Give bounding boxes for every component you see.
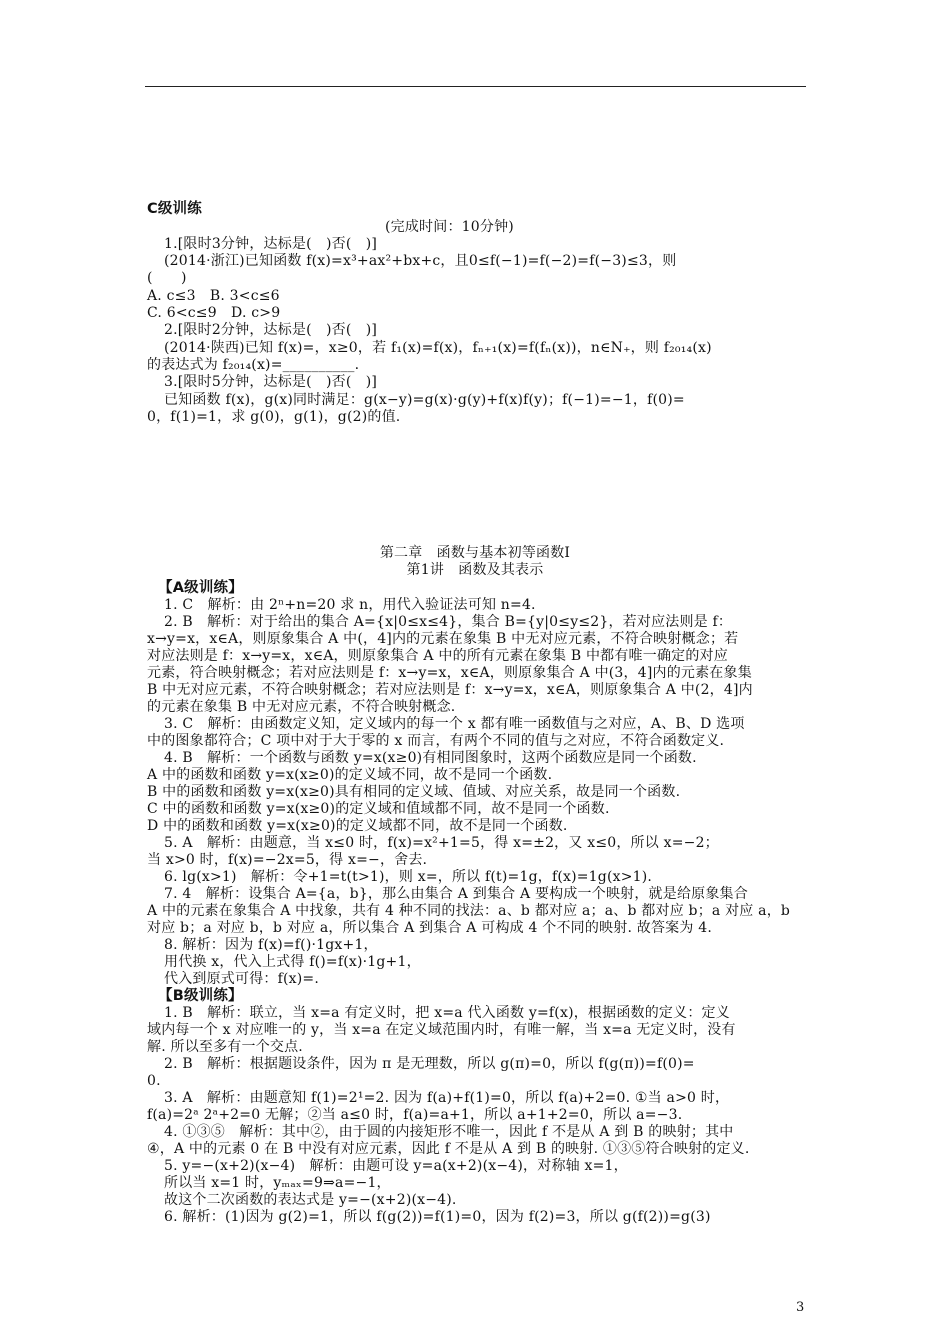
text-line: 1. B 解析：联立，当 x=a 有定义时，把 x=a 代入函数 y=f(x)，根据函数的定义：定义 — [164, 1005, 730, 1021]
section-c-title: C级训练 — [147, 201, 202, 217]
text-line: 0. — [147, 1073, 161, 1089]
text-line: 8. 解析：因为 f(x)=f()·1gx+1， — [164, 937, 378, 953]
text-line: 域内每一个 x 对应唯一的 y，当 x=a 在定义域范围内时，有唯一解，当 x=a 无定义时，没有 — [147, 1022, 736, 1038]
text-line: 6. 解析：(1)因为 g(2)=1，所以 f(g(2))=f(1)=0，因为 f(2)=3，所以 g(f(2))=g(3) — [164, 1209, 711, 1225]
text-line: 6. lg(x>1) 解析：令+1=t(t>1)，则 x=，所以 f(t)=1g，f(x)=1g(x>1). — [164, 869, 653, 885]
text-line: 当 x>0 时，f(x)=−2x=5，得 x=−，舍去. — [147, 852, 428, 868]
text-line: f(a)=2ᵃ 2ᵃ+2=0 无解；②当 a≤0 时，f(a)=a+1，所以 a+1+2=0，所以 a=−3. — [147, 1107, 683, 1123]
text-line: 代入到原式可得：f(x)=. — [164, 971, 319, 987]
text-line: 3.[限时5分钟，达标是( )否( )] — [164, 374, 378, 390]
text-line: 2. B 解析：根据题设条件，因为 π 是无理数，所以 g(π)=0，所以 f(g(π))=f(0)= — [164, 1056, 695, 1072]
text-line: 5. y=−(x+2)(x−4) 解析：由题可设 y=a(x+2)(x−4)，对称轴 x=1， — [164, 1158, 628, 1174]
text-line: 已知函数 f(x)，g(x)同时满足：g(x−y)=g(x)·g(y)+f(x)f(y)；f(−1)=−1，f(0)= — [164, 392, 685, 408]
text-line: 2. B 解析：对于给出的集合 A={x|0≤x≤4}，集合 B={y|0≤y≤2}，若对应法则是 f： — [164, 614, 733, 630]
lesson-title: 第1讲 函数及其表示 — [406, 562, 544, 578]
text-line: A 中的元素在象集合 A 中找象，共有 4 种不同的找法：a、b 都对应 a；a、b 都对应 b；a 对应 a，b — [147, 903, 791, 919]
text-line: 故这个二次函数的表达式是 y=−(x+2)(x−4). — [164, 1192, 457, 1208]
text-line: x→y=x，x∈A，则原象集合 A 中(，4]内的元素在象集 B 中无对应元素，不符合映射概念；若 — [147, 631, 739, 647]
page-number: 3 — [796, 1300, 805, 1315]
chapter-title: 第二章 函数与基本初等函数Ⅰ — [379, 545, 571, 561]
text-line: ④，A 中的元素 0 在 B 中没有对应元素，因此 f 不是从 A 到 B 的映射. ①③⑤符合映射的定义. — [147, 1141, 750, 1157]
text-line: 的表达式为 f₂₀₁₄(x)=__________. — [147, 357, 360, 373]
text-line: ( ) — [147, 270, 187, 286]
text-line: 2.[限时2分钟，达标是( )否( )] — [164, 322, 378, 338]
text-line: 1.[限时3分钟，达标是( )否( )] — [164, 236, 378, 252]
text-line: B 中无对应元素，不符合映射概念；若对应法则是 f：x→y=x，x∈A，则原象集合 A 中(2，4]内 — [147, 682, 753, 698]
b-level-header: 【B级训练】 — [158, 988, 243, 1004]
text-line: D 中的函数和函数 y=x(x≥0)的定义域都不同，故不是同一个函数. — [147, 818, 568, 834]
header-rule — [145, 86, 806, 87]
a-level-header: 【A级训练】 — [158, 580, 243, 596]
text-line: 元素，符合映射概念；若对应法则是 f：x→y=x，x∈A，则原象集合 A 中(3，4]内的元素在象集 — [147, 665, 752, 681]
text-line: 对应 b；a 对应 b，b 对应 a，所以集合 A 到集合 A 可构成 4 个不同的映射. 故答案为 4. — [147, 920, 712, 936]
text-line: (2014·浙江)已知函数 f(x)=x³+ax²+bx+c，且0≤f(−1)=f(−2)=f(−3)≤3，则 — [164, 253, 677, 269]
text-line: 1. C 解析：由 2ⁿ+n=20 求 n，用代入验证法可知 n=4. — [164, 597, 536, 613]
text-line: 对应法则是 f：x→y=x，x∈A，则原象集合 A 中的所有元素在象集 B 中都有唯一确定的对应 — [147, 648, 728, 664]
time-note: (完成时间：10分钟) — [385, 219, 514, 235]
text-line: 用代换 x，代入上式得 f()=f(x)·1g+1， — [164, 954, 421, 970]
text-line: 的元素在象集 B 中无对应元素，不符合映射概念. — [147, 699, 456, 715]
text-line: C. 6<c≤9 D. c>9 — [147, 305, 281, 321]
text-line: 3. C 解析：由函数定义知，定义域内的每一个 x 都有唯一函数值与之对应，A、B、D 选项 — [164, 716, 745, 732]
text-line: 7. 4 解析：设集合 A={a，b}，那么由集合 A 到集合 A 要构成一个映射，就是给原象集合 — [164, 886, 748, 902]
text-line: A. c≤3 B. 3<c≤6 — [147, 288, 280, 304]
text-line: C 中的函数和函数 y=x(x≥0)的定义域和值域都不同，故不是同一个函数. — [147, 801, 610, 817]
text-line: 解. 所以至多有一个交点. — [147, 1039, 303, 1055]
text-line: 4. ①③⑤ 解析：其中②，由于圆的内接矩形不唯一，因此 f 不是从 A 到 B 的映射；其中 — [164, 1124, 734, 1140]
text-line: 0，f(1)=1，求 g(0)，g(1)，g(2)的值. — [147, 409, 401, 425]
text-line: 所以当 x=1 时，yₘₐₓ=9⇒a=−1， — [164, 1175, 391, 1191]
text-line: (2014·陕西)已知 f(x)=，x≥0，若 f₁(x)=f(x)，fₙ₊₁(x)=f(fₙ(x))，n∈N₊，则 f₂₀₁₄(x) — [164, 340, 712, 356]
text-line: 3. A 解析：由题意知 f(1)=2¹=2. 因为 f(a)+f(1)=0，所以 f(a)+2=0. ①当 a>0 时， — [164, 1090, 730, 1106]
text-line: 中的图象都符合；C 项中对于大于零的 x 而言，有两个不同的值与之对应，不符合函数定义. — [147, 733, 725, 749]
text-line: B 中的函数和函数 y=x(x≥0)具有相同的定义域、值域、对应关系，故是同一个函数. — [147, 784, 681, 800]
text-line: 5. A 解析：由题意，当 x≤0 时，f(x)=x²+1=5，得 x=±2，又 x≤0，所以 x=−2； — [164, 835, 719, 851]
text-line: 4. B 解析：一个函数与函数 y=x(x≥0)有相同图象时，这两个函数应是同一个函数. — [164, 750, 697, 766]
text-line: A 中的函数和函数 y=x(x≥0)的定义域不同，故不是同一个函数. — [147, 767, 553, 783]
